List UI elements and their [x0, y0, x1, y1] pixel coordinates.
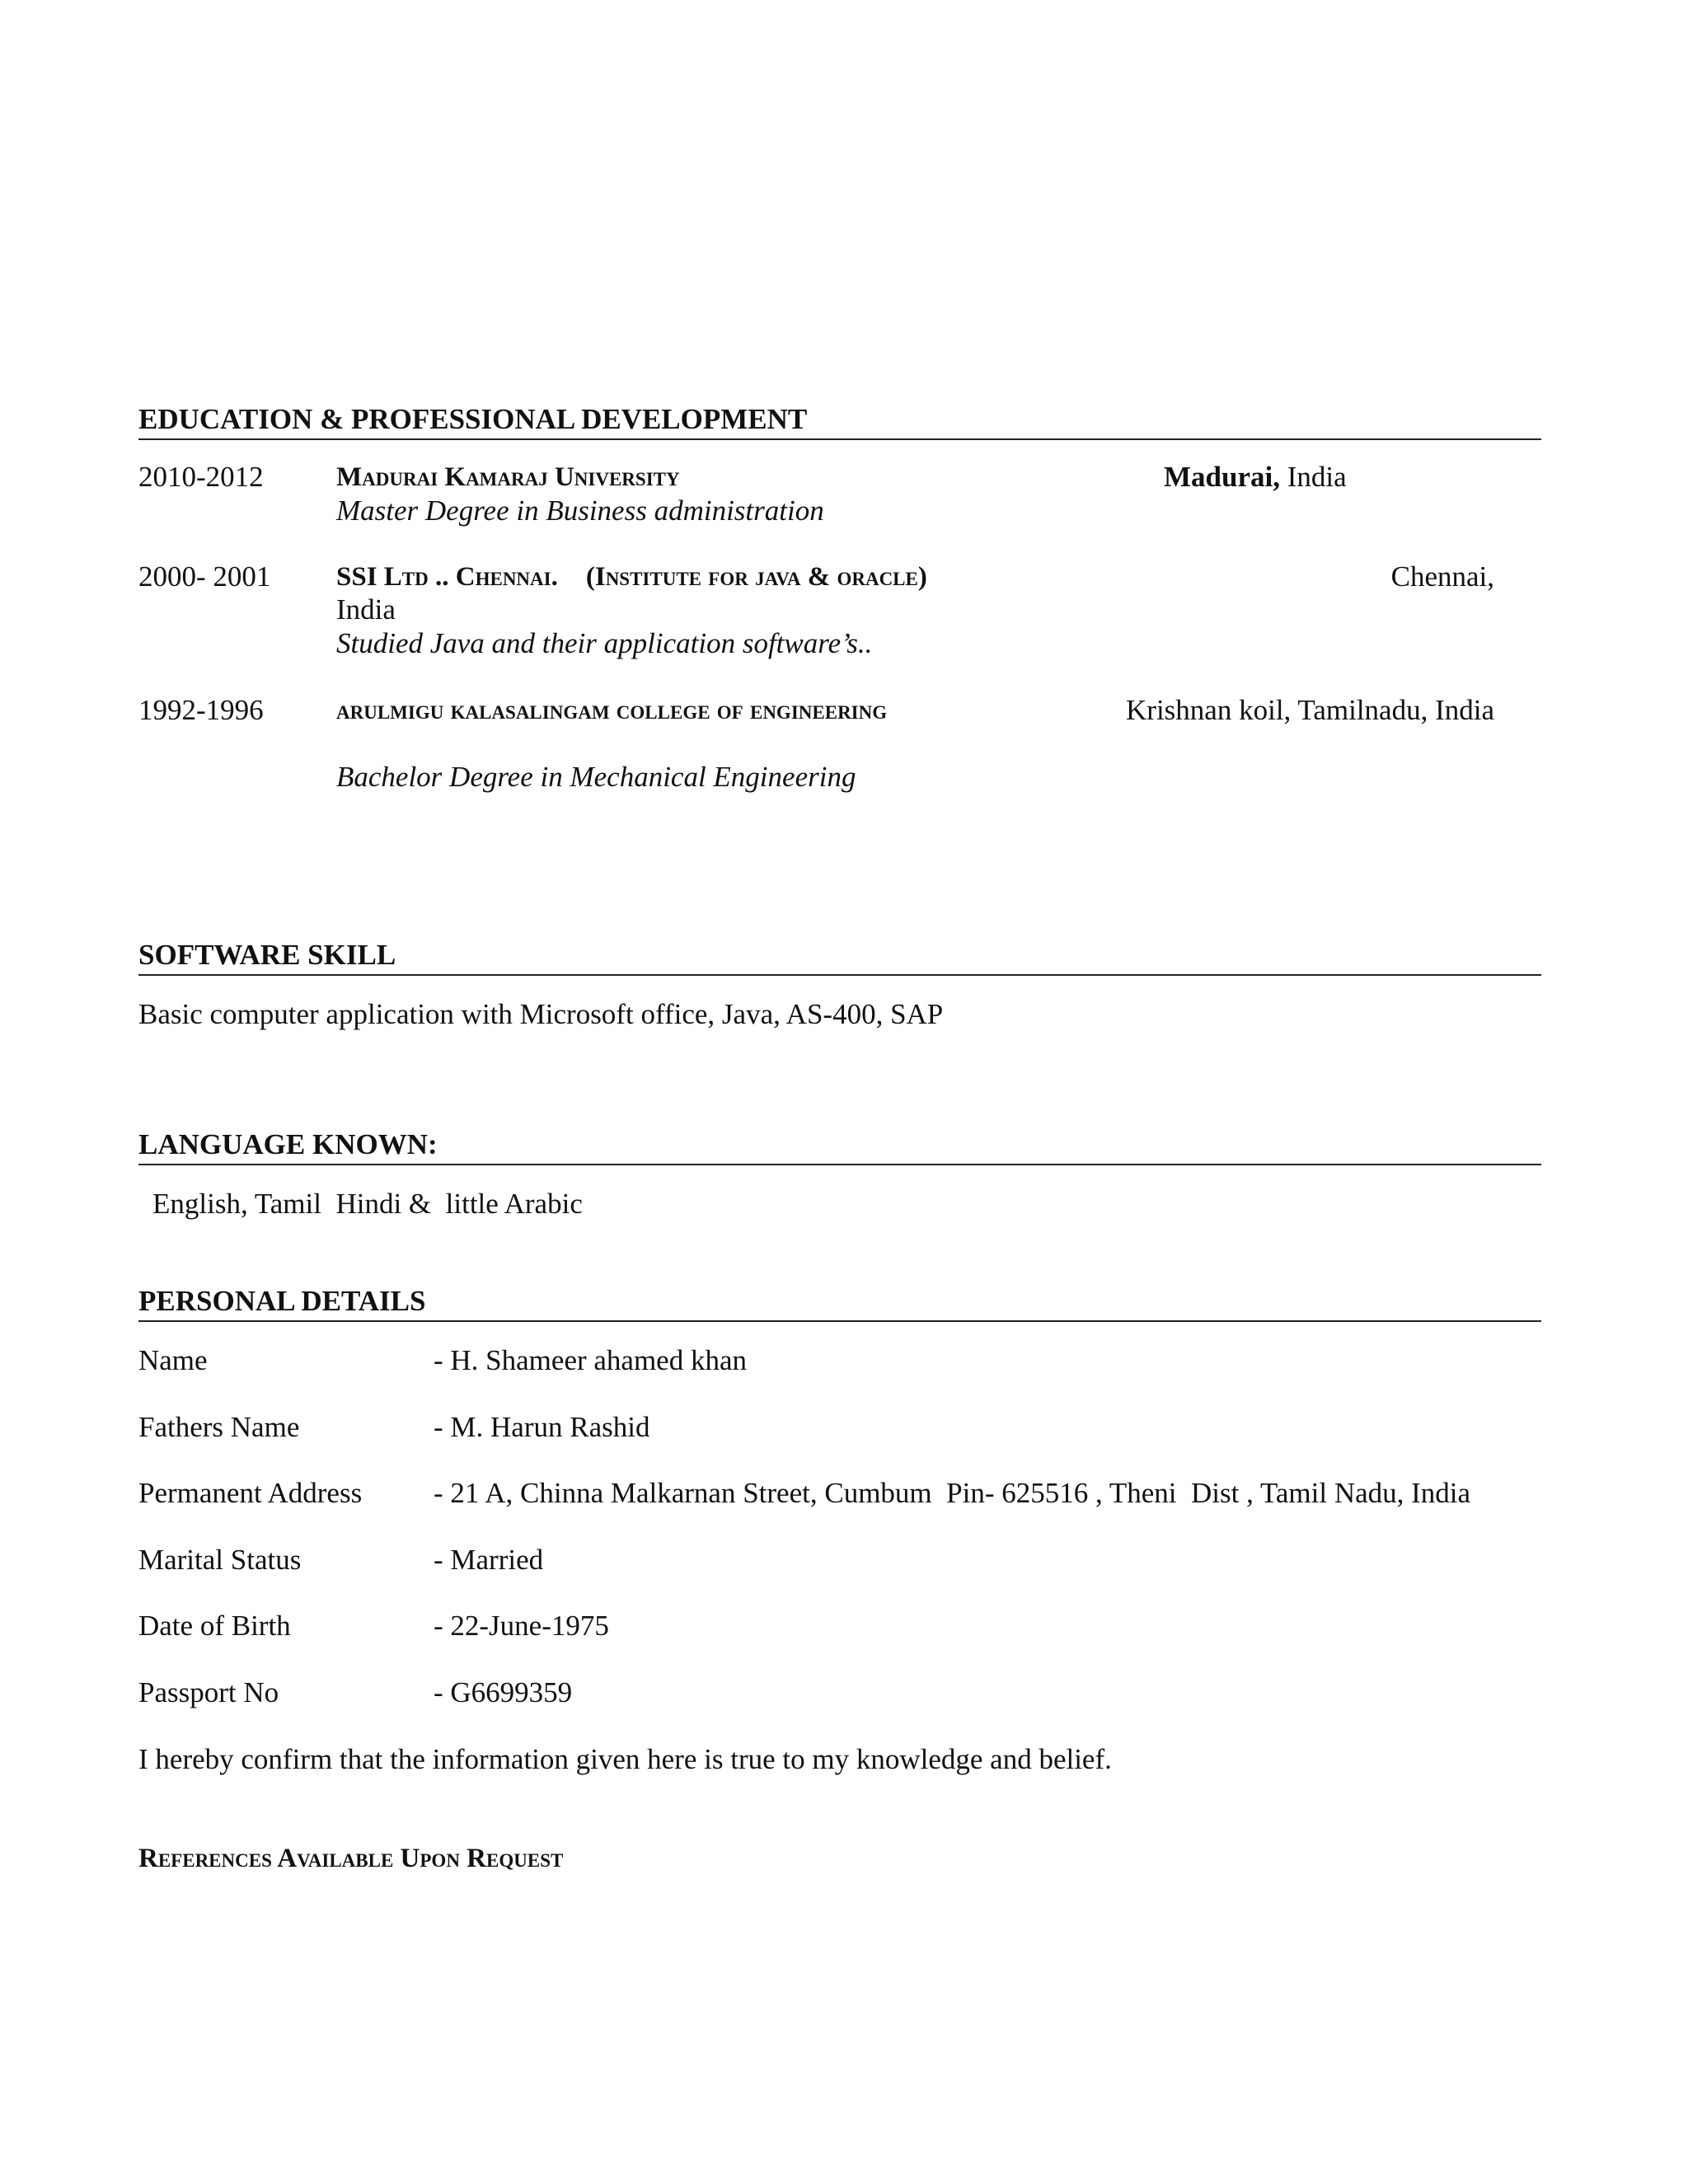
education-institution-1: Madurai Kamaraj University [336, 462, 680, 492]
education-location-1 [1164, 460, 1347, 494]
personal-heading: PERSONAL DETAILS [138, 1284, 1541, 1322]
education-heading: EDUCATION & PROFESSIONAL DEVELOPMENT [138, 402, 1541, 440]
personal-value-name: - H. Shameer ahamed khan [434, 1344, 747, 1376]
education-degree-3: Bachelor Degree in Mechanical Engineering [336, 761, 856, 793]
education-location-1-city: Madurai, [1164, 461, 1280, 493]
education-institution-3: arulmigu kalasalingam college of engineering [336, 696, 888, 725]
education-institution-2 [336, 560, 927, 594]
education-years-1: 2010-2012 [138, 461, 264, 493]
personal-value-marital-status: - Married [434, 1544, 544, 1576]
references-note: References Available Upon Request [138, 1844, 564, 1873]
education-location-2-cont: India [336, 593, 396, 626]
education-degree-2: Studied Java and their application software’s.. [336, 627, 873, 659]
education-location-2: Chennai, [1390, 560, 1494, 593]
personal-value-date-of-birth: - 22-June-1975 [434, 1610, 609, 1642]
personal-label-name: Name [138, 1344, 208, 1376]
personal-label-address: Permanent Address [138, 1477, 363, 1509]
personal-value-fathers-name: - M. Harun Rashid [434, 1411, 650, 1443]
education-years-3: 1992-1996 [138, 694, 264, 726]
education-degree-1: Master Degree in Business administration [336, 494, 824, 527]
personal-label-date-of-birth: Date of Birth [138, 1610, 291, 1642]
education-location-1-country: India [1279, 461, 1347, 493]
education-institution-2-name: SSI Ltd .. Chennai. [336, 562, 558, 592]
personal-value-address: - 21 A, Chinna Malkarnan Street, Cumbum Pin- 625516 , Theni Dist , Tamil Nadu, India [434, 1477, 1471, 1509]
personal-value-passport: - G6699359 [434, 1676, 573, 1708]
education-institution-2-note: (Institute for java & oracle) [585, 562, 927, 592]
software-heading: SOFTWARE SKILL [138, 938, 1541, 976]
declaration-text: I hereby confirm that the information given here is true to my knowledge and belief. [138, 1743, 1112, 1775]
software-text: Basic computer application with Microsoft office, Java, AS-400, SAP [138, 998, 944, 1030]
education-years-2: 2000- 2001 [138, 560, 271, 593]
language-text: English, Tamil Hindi & little Arabic [152, 1188, 583, 1220]
personal-label-passport: Passport No [138, 1676, 279, 1708]
education-location-3: Krishnan koil, Tamilnadu, India [1126, 694, 1494, 726]
language-heading: LANGUAGE KNOWN: [138, 1127, 1541, 1165]
personal-label-marital-status: Marital Status [138, 1544, 302, 1576]
personal-label-fathers-name: Fathers Name [138, 1411, 300, 1443]
